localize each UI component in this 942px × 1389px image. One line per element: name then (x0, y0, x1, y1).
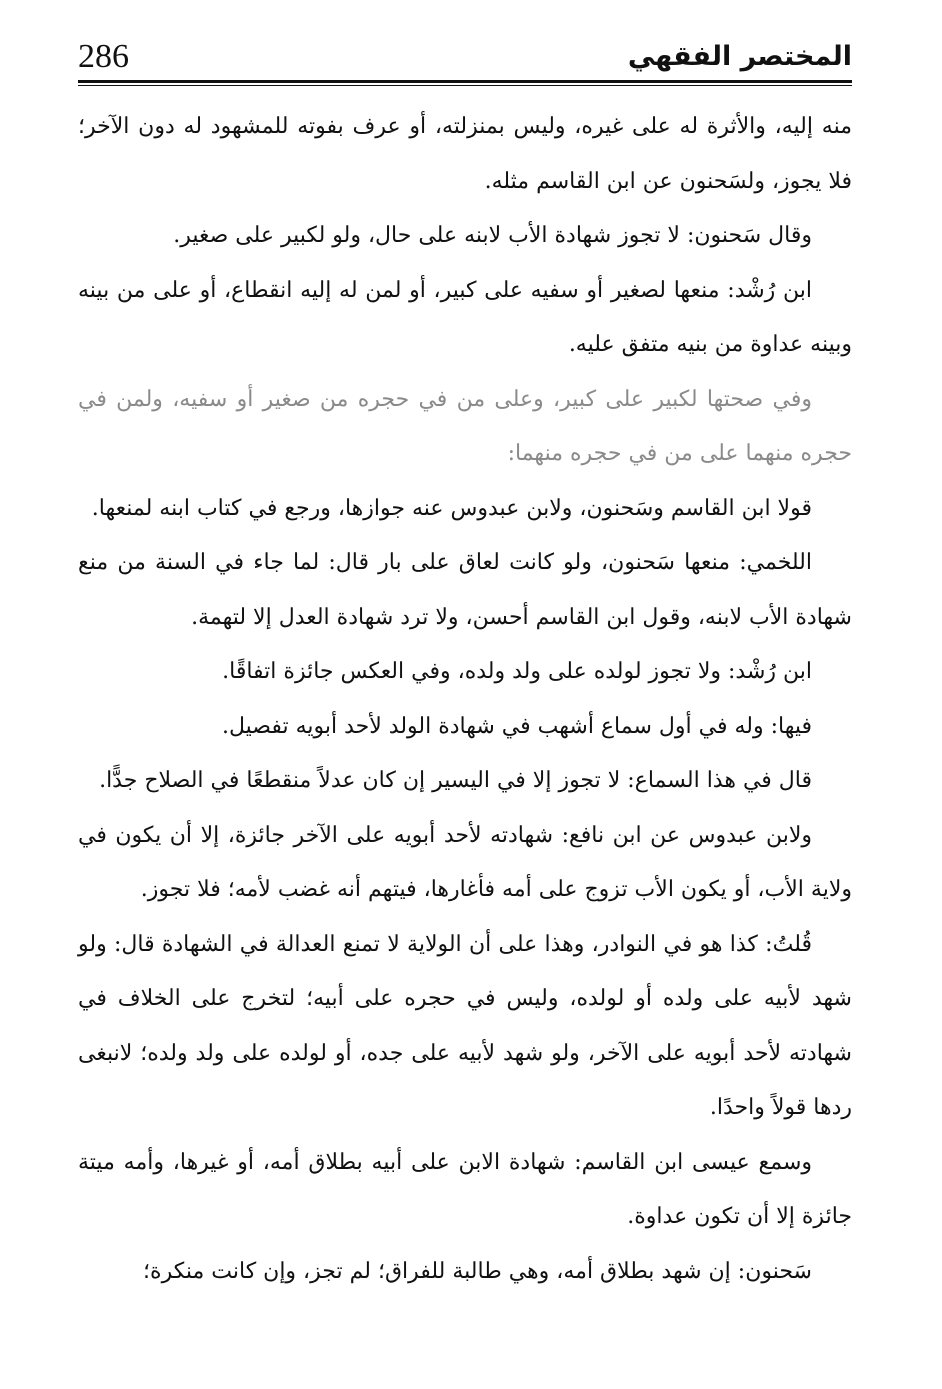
paragraph: ابن رُشْد: ولا تجوز لولده على ولد ولده، وفي العكس جائزة اتفاقًا. (222, 659, 812, 684)
paragraph: وقال سَحنون: لا تجوز شهادة الأب لابنه على حال، ولو لكبير على صغير. (173, 223, 812, 248)
page-header (78, 38, 852, 80)
body-text (78, 100, 852, 1299)
paragraph: سَحنون: إن شهد بطلاق أمه، وهي طالبة للفراق؛ لم تجز، وإن كانت منكرة؛ (143, 1258, 812, 1284)
paragraph: ولابن عبدوس عن ابن نافع: شهادته لأحد أبويه على الآخر جائزة، إلا أن يكون في ولاية الأب، أو يكون الأب تزوج على أمه فأغارها، فيتهم أنه غضب لأمه؛ فلا تجوز. (78, 822, 852, 902)
paragraph: اللخمي: منعها سَحنون، ولو كانت لعاق على بار قال: لما جاء في السنة من منع شهادة الأب لابنه، وقول ابن القاسم أحسن، ولا ترد شهادة العدل إلا لتهمة. (78, 550, 852, 630)
page-number: 286 (78, 38, 129, 75)
paragraph: قولا ابن القاسم وسَحنون، ولابن عبدوس عنه جوازها، ورجع في كتاب ابنه لمنعها. (91, 495, 812, 521)
running-title: المختصر الفقهي (627, 41, 852, 72)
header-rule-thick (78, 80, 852, 83)
paragraph: ابن رُشْد: منعها لصغير أو سفيه على كبير، أو لمن له إليه انقطاع، أو على من بينه وبينه عداوة من بنيه متفق عليه. (78, 277, 852, 357)
book-page (78, 38, 852, 1378)
paragraph: وفي صحتها لكبير على كبير، وعلى من في حجره من صغير أو سفيه، ولمن في حجره منهما على من في حجره منهما: (78, 386, 852, 466)
paragraph: قال في هذا السماع: لا تجوز إلا في اليسير إن كان عدلاً منقطعًا في الصلاح جدًّا. (99, 768, 812, 793)
paragraph: فيها: وله في أول سماع أشهب في شهادة الولد لأحد أبويه تفصيل. (221, 713, 812, 739)
paragraph: منه إليه، والأثرة له على غيره، وليس بمنزلته، أو عرف بفوته للمشهود له دون الآخر؛ فلا يجوز، ولسَحنون عن ابن القاسم مثله. (78, 114, 852, 194)
paragraph: قُلتُ: كذا هو في النوادر، وهذا على أن الولاية لا تمنع العدالة في الشهادة قال: ولو شهد لأبيه على ولده أو لولده، وليس في حجره على أبيه؛ لتخرج على الخلاف في شهادته لأحد أبويه على الآخر، ولو شهد لأبيه على جده، أو لولده على ولد ولده؛ لانبغى ردها قولاً واحدًا. (78, 931, 852, 1120)
paragraph: وسمع عيسى ابن القاسم: شهادة الابن على أبيه بطلاق أمه، أو غيرها، وأمه ميتة جائزة إلا أن تكون عداوة. (78, 1149, 852, 1229)
header-rule-thin (78, 85, 852, 86)
